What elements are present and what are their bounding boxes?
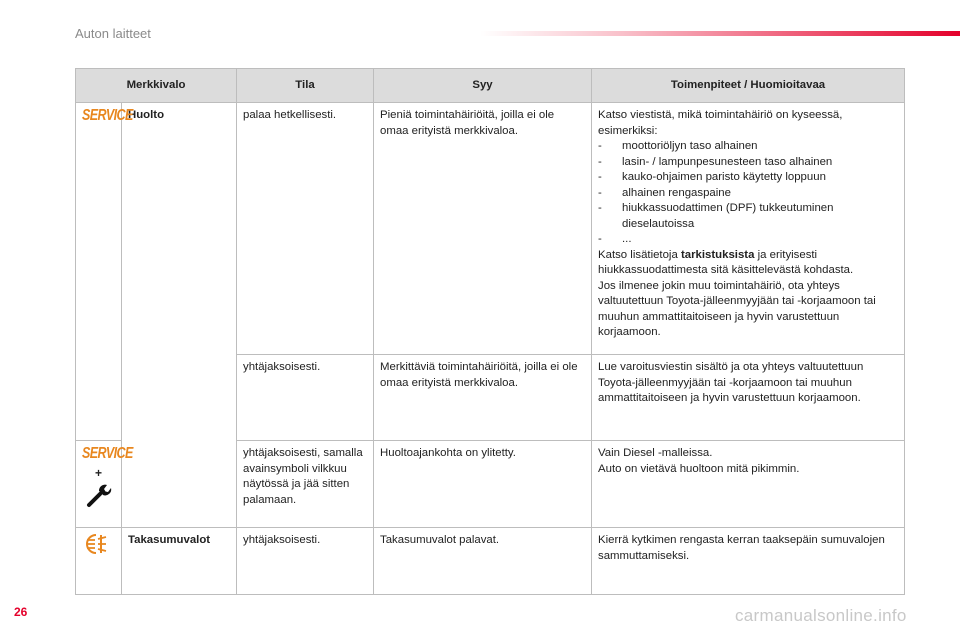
list-dash: - [598,140,602,152]
list-item-text: hiukkassuodattimen (DPF) tukkeutuminen dieselautoissa [622,202,834,230]
list-item [598,186,898,202]
list-item-text: kauko-ohjaimen paristo käytetty loppuun [622,171,826,183]
list-item-text: ... [622,233,632,245]
action-cell [592,441,905,528]
list-dash: - [598,202,602,214]
list-item [598,232,898,248]
wrench-icon [86,482,112,508]
warning-name-takasumuvalot: Takasumuvalot [122,528,237,595]
column-header-toimenpiteet: Toimenpiteet / Huomioitavaa [592,69,905,103]
cause-cell: Pieniä toimintahäiriöitä, joilla ei ole omaa erityistä merkkivaloa. [374,103,592,355]
section-title: Auton laitteet [75,26,151,41]
action-cell: Kierrä kytkimen rengasta kerran taaksepäin sumuvalojen sammuttamiseksi. [592,528,905,595]
service-icon-cell [76,103,133,441]
action-line: Vain Diesel -malleissa. [598,447,713,459]
table-row [76,103,905,355]
table-header-row [76,69,905,103]
list-dash: - [598,171,602,183]
more-info-link-text: tarkistuksista [680,248,755,261]
plus-sign: + [94,465,102,480]
list-item [598,170,898,186]
list-item-text: lasin- / lampunpesunesteen taso alhainen [622,155,833,168]
table-row [76,528,905,595]
rear-fog-lamp-icon [84,533,114,555]
more-info-suffix: ja erityisesti hiukkassuodattimesta sitä käsittelevästä kohdasta. [598,248,854,276]
cause-cell: Merkittäviä toimintahäiriöitä, joilla ei ole omaa erityistä merkkivaloa. [374,355,592,441]
service-wrench-icon-cell [76,441,133,528]
status-cell: palaa hetkellisesti. [237,103,374,355]
list-dash: - [598,233,602,245]
action-intro: Katso viestistä, mikä toimintahäiriö on kyseessä, esimerkiksi: [598,109,843,137]
warning-lights-table [75,68,905,595]
list-item-text: moottoriöljyn taso alhainen [622,140,758,152]
service-warning-icon: SERVICE [82,106,133,124]
service-warning-icon: SERVICE [82,444,133,462]
list-item-text: alhainen rengaspaine [622,186,731,199]
more-info-prefix: Katso lisätietoja [598,248,681,261]
page-number: 26 [14,605,28,619]
list-item [598,155,898,171]
action-line: Auto on vietävä huoltoon mitä pikimmin. [598,462,800,475]
contact-dealer-text: Jos ilmenee jokin muu toimintahäiriö, ota yhteys valtuutettuun Toyota-jälleenmyyjään tai -korjaamoon tai muuhun ammattitaitoiseen ja hyvin varustettuun korjaamoon. [598,279,876,338]
status-cell: yhtäjaksoisesti, samalla avainsymboli vilkkuu näytössä ja jää sitten palamaan. [237,441,374,528]
watermark: carmanualsonline.info [735,606,907,625]
action-cell [592,103,905,355]
fault-example-list [598,139,898,248]
column-header-tila: Tila [237,69,374,103]
list-dash: - [598,186,602,199]
cause-cell: Takasumuvalot palavat. [374,528,592,595]
status-cell: yhtäjaksoisesti. [237,528,374,595]
warning-name-huolto: Huolto [122,103,237,528]
list-dash: - [598,155,602,168]
cause-cell: Huoltoajankohta on ylitetty. [374,441,592,528]
column-header-merkkivalo: Merkkivalo [76,69,237,103]
status-cell: yhtäjaksoisesti. [237,355,374,441]
list-item [598,201,898,232]
action-cell: Lue varoitusviestin sisältö ja ota yhteys valtuutettuun Toyota-jälleenmyyjään tai -korjaamoon tai muuhun ammattitaitoiseen ja hyvin varustettuun korjaamoon. [592,355,905,441]
header-accent-bar [480,31,960,36]
fog-icon-cell [76,528,122,595]
list-item [598,139,898,155]
column-header-syy: Syy [374,69,592,103]
more-info-text [598,248,898,279]
